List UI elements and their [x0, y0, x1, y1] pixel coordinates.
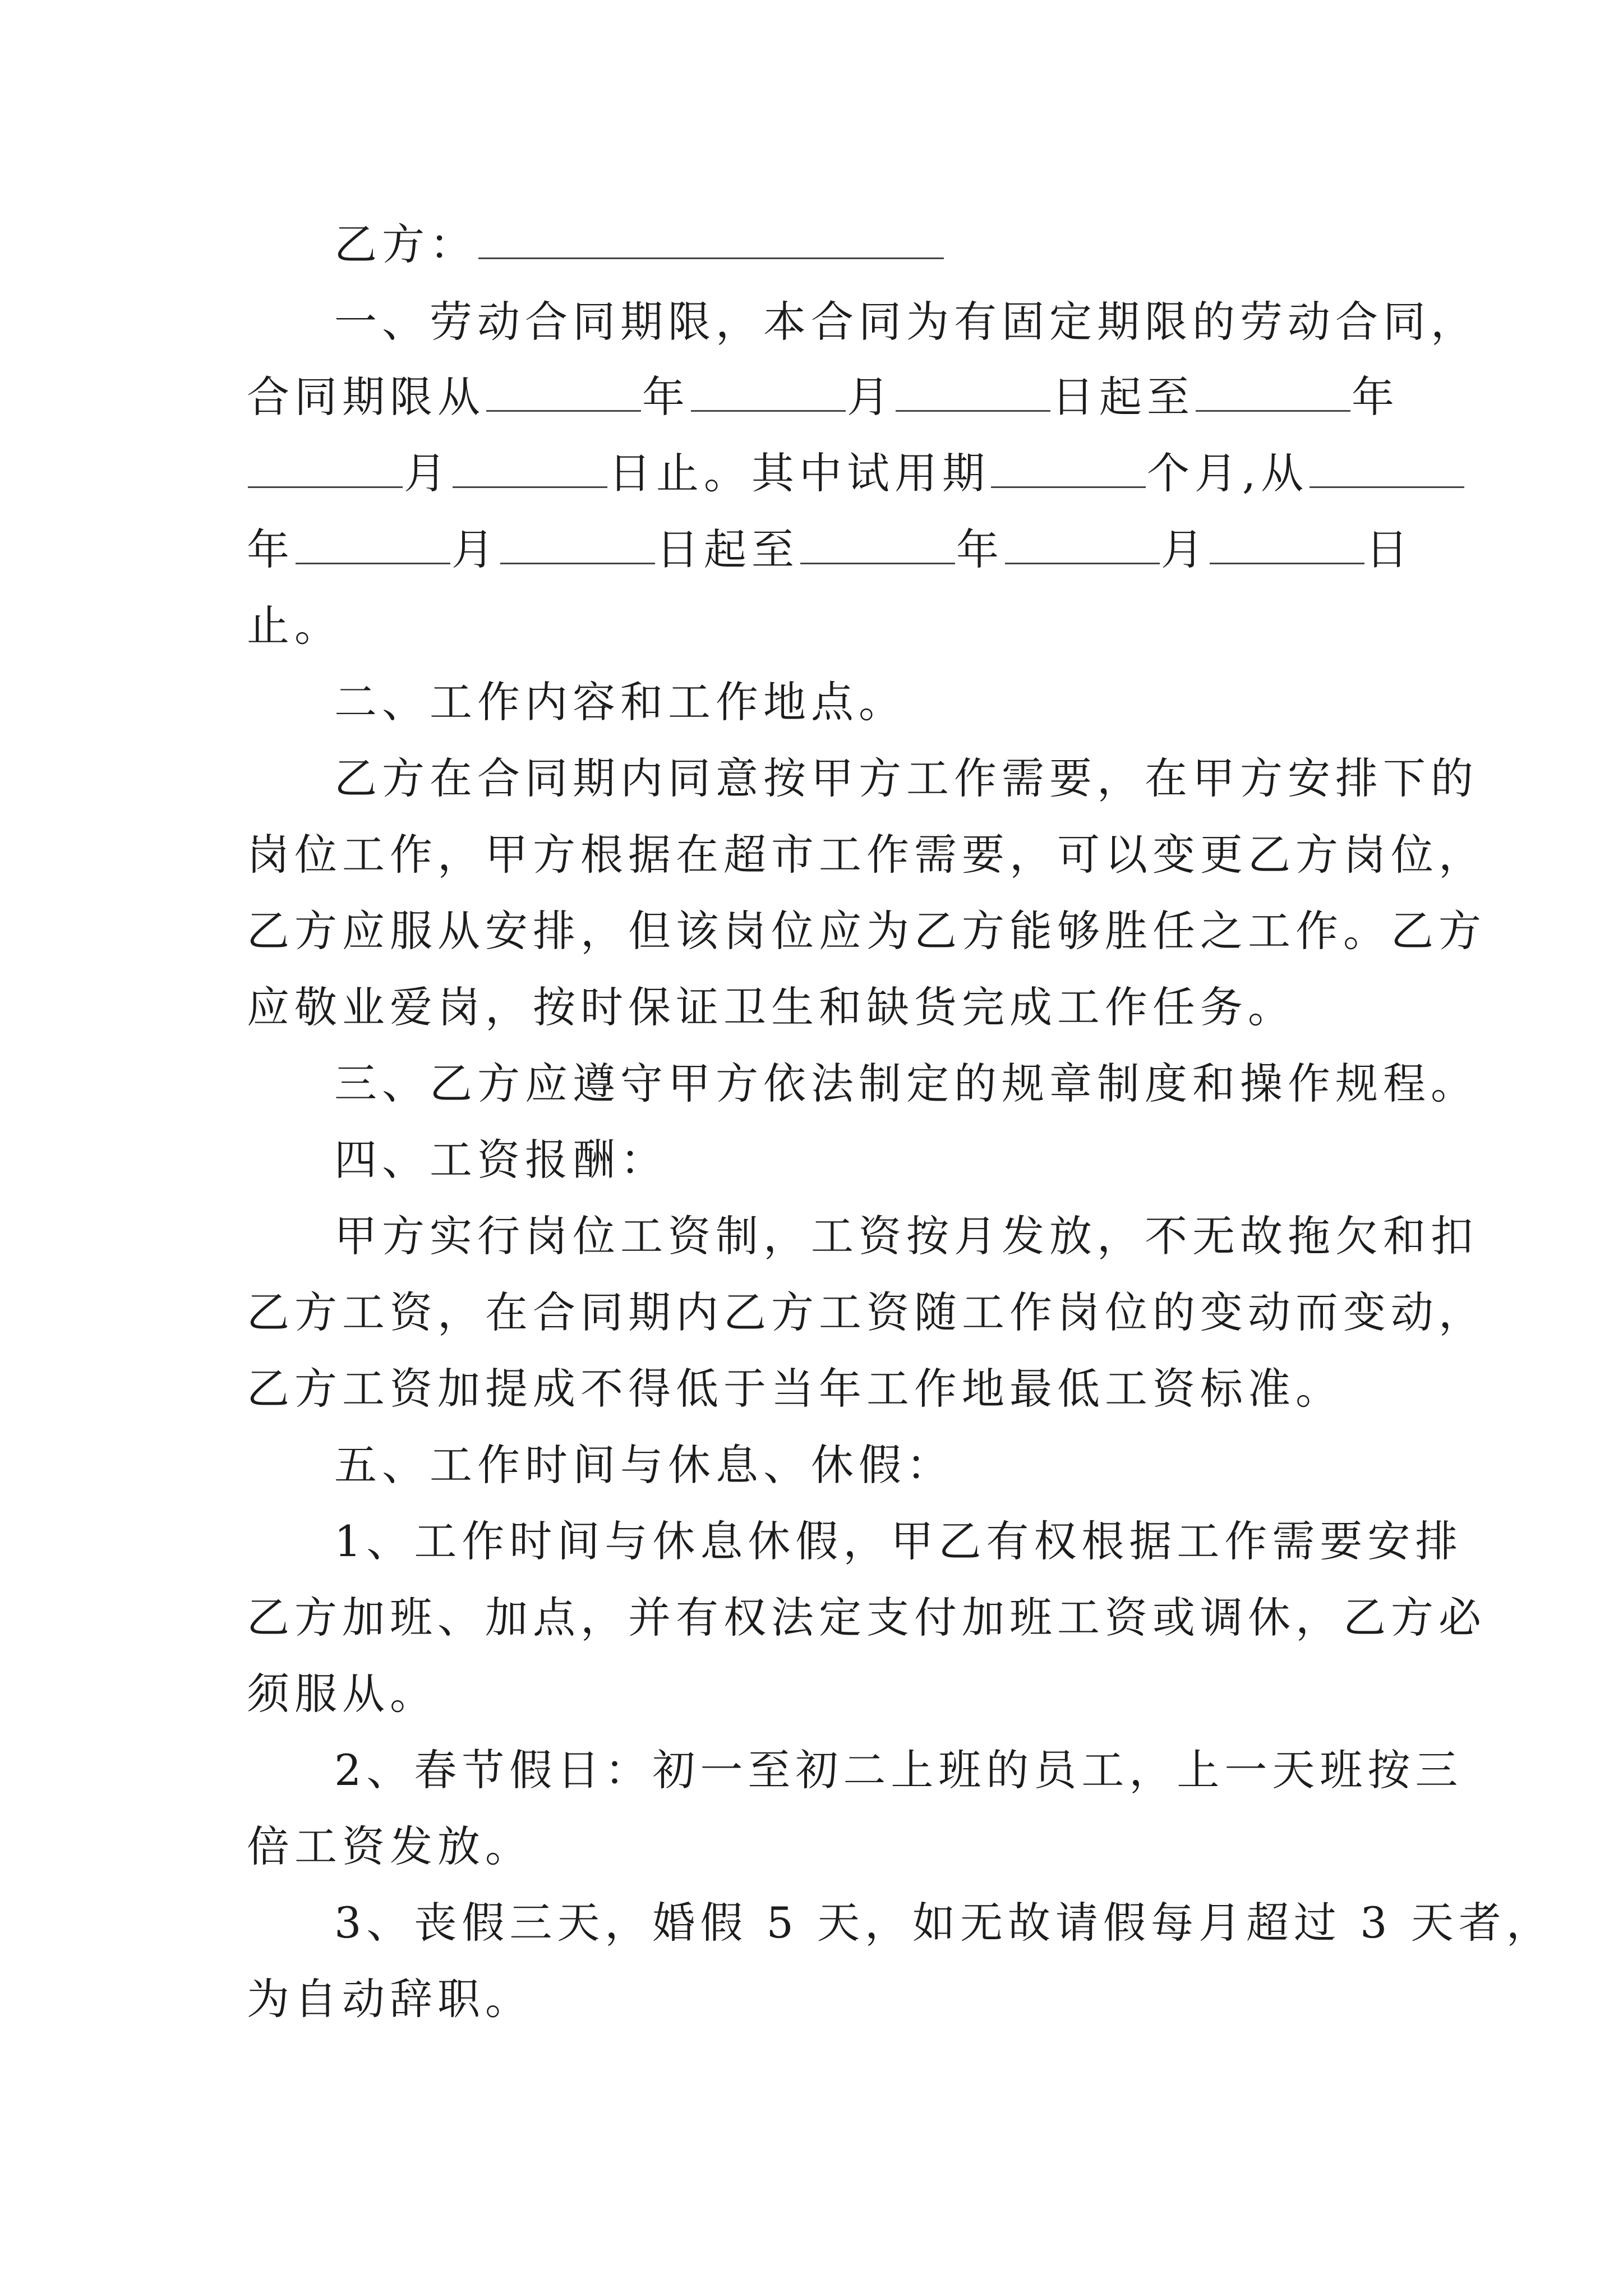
blank — [500, 527, 655, 564]
month-label: 月 — [404, 448, 451, 498]
blank — [1310, 450, 1464, 488]
party-b-line — [334, 217, 945, 273]
year-label: 年 — [1352, 372, 1399, 422]
blank — [486, 374, 641, 412]
blank — [800, 527, 955, 564]
section-2-line-4: 应敬业爱岗，按时保证卫生和缺货完成工作任务。 — [247, 982, 1295, 1032]
section-1-line-3 — [247, 445, 1465, 501]
section-5-item-3-line-1: 3、丧假三天，婚假 5 天，如无故请假每月超过 3 天者， — [334, 1898, 1554, 1948]
blank — [991, 450, 1146, 488]
year-label: 年 — [247, 524, 294, 574]
section-2-line-1: 乙方在合同期内同意按甲方工作需要，在甲方安排下的 — [334, 753, 1478, 803]
section-4-line-1: 甲方实行岗位工资制，工资按月发放，不无故拖欠和扣 — [334, 1211, 1478, 1261]
trial-months-label: 个月,从 — [1147, 448, 1309, 498]
section-2-title: 二、工作内容和工作地点。 — [334, 677, 906, 727]
party-b-label: 乙方： — [334, 219, 477, 269]
contract-term-label: 合同期限从 — [247, 372, 485, 422]
section-1-line-2 — [247, 369, 1399, 425]
blank — [453, 450, 607, 488]
section-5-item-2-line-2: 倍工资发放。 — [247, 1821, 533, 1871]
section-3-line: 三、乙方应遵守甲方依法制定的规章制度和操作规程。 — [334, 1059, 1478, 1108]
section-5-item-3-line-2: 为自动辞职。 — [247, 1974, 533, 2024]
month-label: 月 — [847, 372, 895, 422]
blank — [1005, 527, 1160, 564]
section-4-title: 四、工资报酬： — [334, 1135, 668, 1185]
blank — [691, 374, 846, 412]
blank — [296, 527, 450, 564]
section-5-title: 五、工作时间与休息、休假： — [334, 1440, 954, 1490]
section-4-line-2: 乙方工资，在合同期内乙方工资随工作岗位的变动而变动， — [247, 1287, 1486, 1337]
day-end-label: 日 — [1366, 524, 1413, 574]
section-5-item-1-line-3: 须服从。 — [247, 1669, 437, 1719]
section-1-line-5: 止。 — [247, 601, 342, 651]
section-1-line-4 — [247, 522, 1413, 578]
month-label: 月 — [1161, 524, 1209, 574]
section-5-item-2-line-1: 2、春节假日：初一至初二上班的员工，上一天班按三 — [334, 1745, 1463, 1795]
blank — [1196, 374, 1350, 412]
section-2-line-3: 乙方应服从安排，但该岗位应为乙方能够胜任之工作。乙方 — [247, 906, 1486, 956]
section-2-line-2: 岗位工作，甲方根据在超市工作需要，可以变更乙方岗位， — [247, 830, 1486, 880]
day-from-label: 日起至 — [656, 524, 799, 574]
day-trial-label: 日止。其中试用期 — [608, 448, 990, 498]
section-5-item-1-line-2: 乙方加班、加点，并有权法定支付加班工资或调休，乙方必 — [247, 1593, 1486, 1642]
month-label: 月 — [451, 524, 499, 574]
blank — [248, 450, 403, 488]
party-b-blank — [478, 222, 944, 259]
blank — [1210, 527, 1364, 564]
year-label: 年 — [956, 524, 1004, 574]
section-4-line-3: 乙方工资加提成不得低于当年工作地最低工资标准。 — [247, 1364, 1343, 1414]
year-label: 年 — [642, 372, 690, 422]
blank — [896, 374, 1050, 412]
section-1-line-1: 一、劳动合同期限，本合同为有固定期限的劳动合同， — [334, 297, 1478, 347]
section-5-item-1-line-1: 1、工作时间与休息休假，甲乙有权根据工作需要安排 — [334, 1516, 1463, 1566]
day-from-label: 日起至 — [1052, 372, 1195, 422]
